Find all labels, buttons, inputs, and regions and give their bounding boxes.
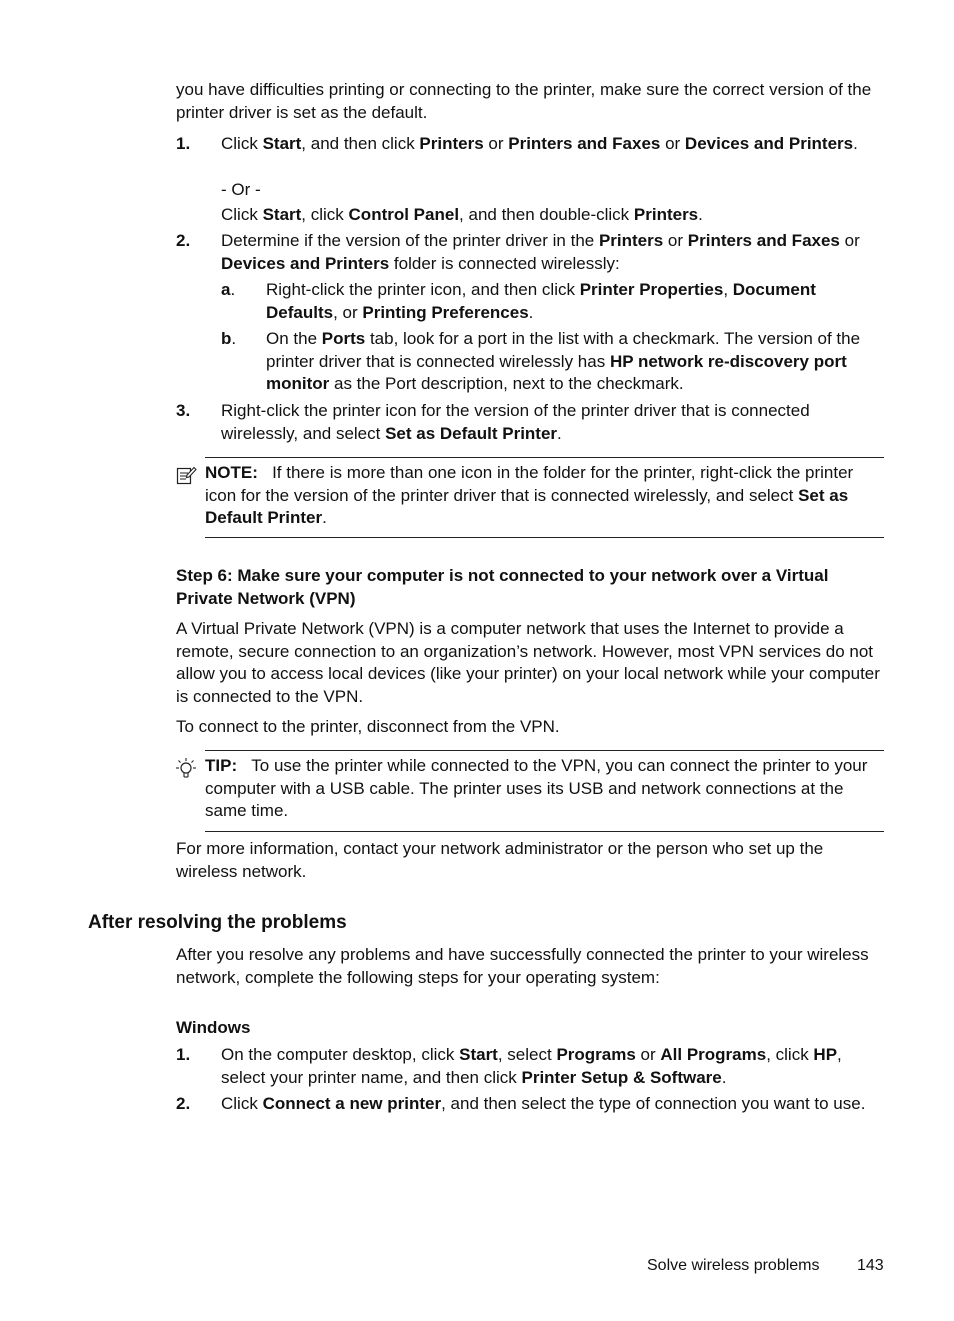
- disconnect-paragraph: To connect to the printer, disconnect from the VPN.: [176, 717, 560, 736]
- lightbulb-icon: [175, 757, 197, 788]
- note-label: NOTE:: [205, 463, 258, 482]
- step-3-text: Right-click the printer icon for the version of the printer driver that is connected wirelessly, and select Set as Default Printer.: [221, 401, 810, 443]
- vpn-paragraph: A Virtual Private Network (VPN) is a computer network that uses the Internet to provide a remote, secure connection to an organization’s network. However, most VPN services do not allow you to access local devices (like your printer) on your local network while your computer is connected to the VPN.: [176, 619, 880, 706]
- intro-paragraph: you have difficulties printing or connecting to the printer, make sure the correct version of the printer driver is set as the default.: [176, 80, 872, 122]
- footer-page-number: 143: [857, 1257, 884, 1274]
- tip-top-rule: [205, 750, 884, 751]
- substep-b-text: On the Ports tab, look for a port in the list with a checkmark. The version of the printer driver that is connected wirelessly has HP network re-discovery port monitor as the Port description, next to the checkmark.: [266, 329, 861, 393]
- after-paragraph: After you resolve any problems and have successfully connected the printer to your wireless network, complete the following steps for your operating system:: [176, 945, 869, 987]
- step-1-or: - Or -: [221, 180, 261, 199]
- windows-heading: Windows: [176, 1018, 251, 1037]
- note-top-rule: [205, 457, 884, 458]
- substep-b-label: b.: [221, 329, 237, 348]
- windows-step-2-text: Click Connect a new printer, and then select the type of connection you want to use.: [221, 1094, 866, 1113]
- step-2-text: Determine if the version of the printer driver in the Printers or Printers and Faxes or Devices and Printers folder is connected wirelessly:: [221, 231, 860, 273]
- note-text: NOTE: If there is more than one icon in the folder for the printer, right-click the printer icon for the version of the printer driver that is connected wirelessly, and select Set as Default Printer.: [205, 463, 854, 527]
- step-3-number: 3.: [176, 401, 191, 420]
- substep-a-label: a.: [221, 280, 236, 299]
- tip-text: TIP: To use the printer while connected to the VPN, you can connect the printer to your computer with a USB cable. The printer uses its USB and network connections at the same time.: [205, 756, 868, 820]
- note-pencil-icon: [175, 464, 197, 493]
- step-2-number: 2.: [176, 231, 191, 250]
- more-info-paragraph: For more information, contact your network administrator or the person who set up the wireless network.: [176, 839, 824, 881]
- step-6-heading: Step 6: Make sure your computer is not connected to your network over a Virtual Private Network (VPN): [176, 566, 829, 608]
- step-1-number: 1.: [176, 134, 191, 153]
- windows-step-2-number: 2.: [176, 1094, 191, 1113]
- step-1-alt-text: Click Start, click Control Panel, and then double-click Printers.: [221, 205, 703, 224]
- step-1-text: Click Start, and then click Printers or Printers and Faxes or Devices and Printers.: [221, 134, 858, 153]
- footer-section-title: Solve wireless problems: [647, 1257, 820, 1274]
- note-bottom-rule: [205, 537, 884, 538]
- after-resolving-heading: After resolving the problems: [88, 912, 347, 933]
- windows-step-1-number: 1.: [176, 1045, 191, 1064]
- windows-step-1-text: On the computer desktop, click Start, select Programs or All Programs, click HP, select your printer name, and then click Printer Setup & Software.: [221, 1045, 842, 1087]
- tip-bottom-rule: [205, 831, 884, 832]
- substep-a-text: Right-click the printer icon, and then click Printer Properties, Document Defaults, or Printing Preferences.: [266, 280, 816, 322]
- tip-label: TIP:: [205, 756, 238, 775]
